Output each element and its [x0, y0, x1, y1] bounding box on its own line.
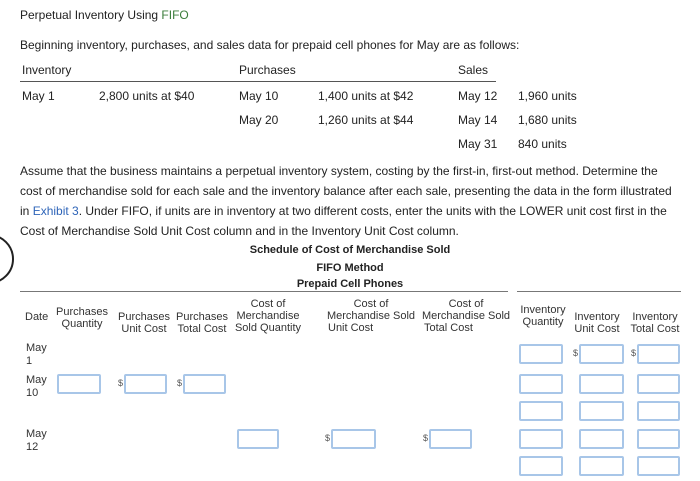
- inventory-desc: 2,800 units at $40: [99, 89, 195, 103]
- exhibit-3-link[interactable]: Exhibit 3: [32, 204, 79, 218]
- may12-inventory-total-cost-input[interactable]: [637, 456, 680, 476]
- may12-cms-quantity-input[interactable]: [237, 429, 279, 449]
- row-date-may-12: May 12: [26, 428, 47, 453]
- may12-inventory-quantity-input[interactable]: [519, 429, 563, 449]
- may12-inventory-quantity-input[interactable]: [519, 456, 563, 476]
- may1-inventory-total-cost-input[interactable]: [637, 344, 680, 364]
- dollar-sign: $: [325, 433, 331, 443]
- dollar-sign: $: [118, 378, 124, 388]
- col-date: Date: [25, 311, 49, 323]
- schedule-title: Schedule of Cost of Merchandise Sold: [249, 244, 451, 256]
- schedule-subject: Prepaid Cell Phones: [296, 278, 404, 290]
- intro-text: Beginning inventory, purchases, and sales data for prepaid cell phones for May are as follows:: [20, 38, 520, 52]
- instructions-paragraph: Assume that the business maintains a perpetual inventory system, costing by the first-in, first-out method. Determine the cost of merchandise sold for each sale and the inventory balance after each sale, presenting the data in the form illustrated in Exhibit 3. Under FIFO, if units are in inventory at two different costs, enter the units with the LOWER unit cost first in the Cost of Merchandise Sold Unit Cost column and in the Inventory Unit Cost column.: [20, 164, 672, 238]
- col-cms-quantity: Cost of Merchandise Sold Quantity: [234, 298, 302, 334]
- may10-purchases-unit-cost-input[interactable]: [124, 374, 167, 394]
- col-purchases-total-cost: Purchases Total Cost: [176, 311, 228, 335]
- schedule-header-rule: [517, 291, 681, 292]
- schedule-method: FIFO Method: [316, 262, 384, 274]
- purchases-header: Purchases: [239, 63, 296, 77]
- sale-date: May 12: [458, 89, 498, 103]
- may12-cms-total-cost-input[interactable]: [429, 429, 472, 449]
- col-purchases-unit-cost: Purchases Unit Cost: [118, 311, 170, 335]
- may10-inventory-unit-cost-input[interactable]: [579, 401, 624, 421]
- sales-header: Sales: [458, 63, 489, 77]
- sale-units: 1,680 units: [518, 113, 577, 127]
- col-inventory-quantity: Inventory Quantity: [520, 304, 566, 328]
- sale-date: May 14: [458, 113, 498, 127]
- sale-date: May 31: [458, 137, 498, 151]
- dollar-sign: $: [177, 378, 183, 388]
- col-inventory-unit-cost: Inventory Unit Cost: [574, 311, 620, 335]
- sale-units: 1,960 units: [518, 89, 577, 103]
- may10-inventory-unit-cost-input[interactable]: [579, 374, 624, 394]
- dollar-sign: $: [423, 433, 429, 443]
- purchase-desc: 1,260 units at $44: [318, 113, 414, 127]
- dollar-sign: $: [631, 348, 637, 358]
- dollar-sign: $: [573, 348, 579, 358]
- data-table-rule: [20, 81, 496, 82]
- may10-inventory-total-cost-input[interactable]: [637, 374, 680, 394]
- purchase-desc: 1,400 units at $42: [318, 89, 414, 103]
- scroll-marker-circle: [0, 234, 14, 284]
- may10-inventory-quantity-input[interactable]: [519, 374, 563, 394]
- page-title: Perpetual Inventory Using FIFO: [20, 8, 189, 22]
- row-date-may-1: May 1: [26, 342, 47, 367]
- purchase-date: May 10: [239, 89, 279, 103]
- sale-units: 840 units: [518, 137, 567, 151]
- col-cms-total-cost: Cost of Merchandise Sold Total Cost: [421, 298, 511, 334]
- may10-inventory-total-cost-input[interactable]: [637, 401, 680, 421]
- col-inventory-total-cost: Inventory Total Cost: [630, 311, 680, 335]
- may12-cms-unit-cost-input[interactable]: [331, 429, 376, 449]
- may12-inventory-total-cost-input[interactable]: [637, 429, 680, 449]
- purchase-date: May 20: [239, 113, 279, 127]
- col-purchases-quantity: Purchases Quantity: [56, 306, 108, 330]
- row-date-may-10: May 10: [26, 374, 47, 399]
- may1-inventory-quantity-input[interactable]: [519, 344, 563, 364]
- col-cms-unit-cost: Cost of Merchandise Sold Unit Cost: [326, 298, 416, 334]
- schedule-header-rule: [20, 291, 508, 292]
- may12-inventory-unit-cost-input[interactable]: [579, 429, 624, 449]
- may1-inventory-unit-cost-input[interactable]: [579, 344, 624, 364]
- title-method: FIFO: [161, 8, 189, 22]
- inventory-date: May 1: [22, 89, 55, 103]
- inventory-header: Inventory: [22, 63, 72, 77]
- may12-inventory-unit-cost-input[interactable]: [579, 456, 624, 476]
- may10-purchases-quantity-input[interactable]: [57, 374, 101, 394]
- may10-inventory-quantity-input[interactable]: [519, 401, 563, 421]
- may10-purchases-total-cost-input[interactable]: [183, 374, 226, 394]
